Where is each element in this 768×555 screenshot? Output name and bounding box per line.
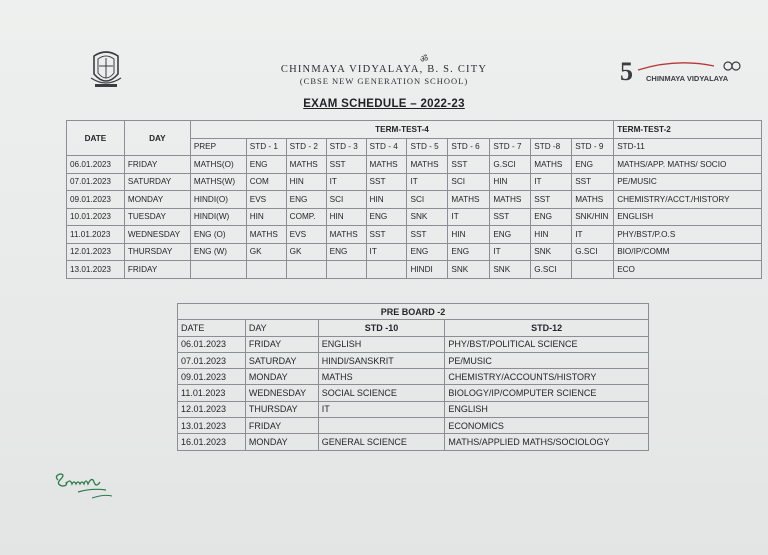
subject-cell: IT <box>531 173 572 191</box>
subject-cell: PE/MUSIC <box>614 173 762 191</box>
subject-cell: SNK <box>407 208 448 226</box>
date-cell: 06.01.2023 <box>67 156 125 174</box>
table-row <box>67 208 762 226</box>
subject-cell: SST <box>531 191 572 209</box>
om-symbol: ॐ <box>420 55 429 65</box>
table-row <box>67 191 762 209</box>
logo-text: CHINMAYA VIDYALAYA <box>646 74 729 83</box>
subject-cell: ENGLISH <box>614 208 762 226</box>
table-row <box>67 226 762 244</box>
subject-cell: MATHS <box>407 156 448 174</box>
table-row <box>67 243 762 261</box>
subject-cell: ENG <box>246 156 286 174</box>
sub-header-cell: STD - 6 <box>448 138 490 156</box>
subject-cell <box>366 261 407 279</box>
day-cell: MONDAY <box>124 191 190 209</box>
sub-header-cell: STD-11 <box>614 138 762 156</box>
day-cell: TUESDAY <box>124 208 190 226</box>
subject-cell: G.SCI <box>490 156 531 174</box>
subject-cell: HIN <box>286 173 326 191</box>
std12-cell: ECONOMICS <box>445 418 649 434</box>
std12-cell: CHEMISTRY/ACCOUNTS/HISTORY <box>445 369 649 385</box>
subject-cell: MATHS <box>448 191 490 209</box>
subject-cell: SNK <box>448 261 490 279</box>
day-cell: THURSDAY <box>124 243 190 261</box>
std10-cell: ENGLISH <box>318 336 445 352</box>
date-cell: 09.01.2023 <box>67 191 125 209</box>
std10-cell: GENERAL SCIENCE <box>318 434 445 450</box>
subject-cell: IT <box>407 173 448 191</box>
subject-cell: HIN <box>366 191 407 209</box>
table-row <box>178 385 649 401</box>
term-test-table <box>66 120 762 279</box>
subject-cell: ENG <box>572 156 614 174</box>
subject-cell: COM <box>246 173 286 191</box>
subject-cell: ENG <box>531 208 572 226</box>
term-test-4-header: TERM-TEST-4 <box>190 121 613 139</box>
subject-cell: HIN <box>326 208 366 226</box>
subject-cell: SNK/HIN <box>572 208 614 226</box>
subject-cell: SST <box>366 226 407 244</box>
subject-cell: MATHS(O) <box>190 156 246 174</box>
std10-cell: MATHS <box>318 369 445 385</box>
subject-cell: HIN <box>246 208 286 226</box>
subject-cell: IT <box>572 226 614 244</box>
sub-header-cell: STD -8 <box>531 138 572 156</box>
date-cell: 12.01.2023 <box>178 401 246 417</box>
subject-cell: MATHS/APP. MATHS/ SOCIO <box>614 156 762 174</box>
subject-cell: ENG <box>448 243 490 261</box>
subject-cell: COMP. <box>286 208 326 226</box>
school-subtitle: (CBSE NEW GENERATION SCHOOL) <box>299 76 469 86</box>
subject-cell: ENG <box>326 243 366 261</box>
subject-cell: IT <box>326 173 366 191</box>
sub-header-cell: STD - 4 <box>366 138 407 156</box>
date-cell: 06.01.2023 <box>178 336 246 352</box>
handwritten-signature <box>52 470 122 506</box>
date-cell: 07.01.2023 <box>178 352 246 368</box>
term-test-2-header: TERM-TEST-2 <box>614 121 762 139</box>
subject-cell: SST <box>490 208 531 226</box>
subject-cell <box>246 261 286 279</box>
subject-cell: HIN <box>490 173 531 191</box>
subject-cell: HIN <box>531 226 572 244</box>
subject-cell: SNK <box>531 243 572 261</box>
date-cell: 09.01.2023 <box>178 369 246 385</box>
subject-cell <box>286 261 326 279</box>
table-row <box>67 173 762 191</box>
subject-cell: SNK <box>490 261 531 279</box>
subject-cell: HIN <box>448 226 490 244</box>
anniversary-logo <box>616 56 746 86</box>
sub-header-cell: STD - 5 <box>407 138 448 156</box>
subject-cell: MATHS <box>246 226 286 244</box>
day-cell: WEDNESDAY <box>124 226 190 244</box>
sub-header-cell: PREP <box>190 138 246 156</box>
logo-number: 5 <box>620 57 633 86</box>
subject-cell <box>572 261 614 279</box>
subject-cell: MATHS <box>326 226 366 244</box>
table-row <box>178 369 649 385</box>
day-cell: FRIDAY <box>245 418 318 434</box>
table-row <box>178 434 649 450</box>
subject-cell: IT <box>448 208 490 226</box>
subject-cell: ENG (O) <box>190 226 246 244</box>
subject-cell: SCI <box>448 173 490 191</box>
subject-cell: MATHS <box>286 156 326 174</box>
day-cell: WEDNESDAY <box>245 385 318 401</box>
std12-cell: MATHS/APPLIED MATHS/SOCIOLOGY <box>445 434 649 450</box>
pb-day-header: DAY <box>245 320 318 336</box>
subject-cell: IT <box>366 243 407 261</box>
std12-cell: BIOLOGY/IP/COMPUTER SCIENCE <box>445 385 649 401</box>
date-cell: 11.01.2023 <box>67 226 125 244</box>
col-day-header: DAY <box>124 121 190 156</box>
date-cell: 16.01.2023 <box>178 434 246 450</box>
subject-cell: SST <box>407 226 448 244</box>
day-cell: MONDAY <box>245 369 318 385</box>
pb-std12-header: STD-12 <box>445 320 649 336</box>
subject-cell: SST <box>366 173 407 191</box>
subject-cell: G.SCI <box>572 243 614 261</box>
date-cell: 13.01.2023 <box>67 261 125 279</box>
subject-cell: SCI <box>326 191 366 209</box>
subject-cell: ENG (W) <box>190 243 246 261</box>
subject-cell: HINDI <box>407 261 448 279</box>
date-cell: 12.01.2023 <box>67 243 125 261</box>
subject-cell: IT <box>490 243 531 261</box>
subject-cell: MATHS <box>531 156 572 174</box>
subject-cell: SST <box>448 156 490 174</box>
date-cell: 07.01.2023 <box>67 173 125 191</box>
subject-cell: HINDI(O) <box>190 191 246 209</box>
date-cell: 10.01.2023 <box>67 208 125 226</box>
day-cell: SATURDAY <box>245 352 318 368</box>
subject-cell: PHY/BST/P.O.S <box>614 226 762 244</box>
subject-cell: GK <box>286 243 326 261</box>
subject-cell: ENG <box>490 226 531 244</box>
std10-cell: SOCIAL SCIENCE <box>318 385 445 401</box>
subject-cell: ENG <box>407 243 448 261</box>
subject-cell: SST <box>326 156 366 174</box>
subject-cell: MATHS <box>366 156 407 174</box>
std12-cell: ENGLISH <box>445 401 649 417</box>
sub-header-cell: STD - 2 <box>286 138 326 156</box>
subject-cell: ECO <box>614 261 762 279</box>
subject-cell <box>190 261 246 279</box>
subject-cell: CHEMISTRY/ACCT./HISTORY <box>614 191 762 209</box>
subject-cell: MATHS <box>572 191 614 209</box>
std10-cell <box>318 418 445 434</box>
table-row <box>178 418 649 434</box>
subject-cell: ENG <box>286 191 326 209</box>
day-cell: SATURDAY <box>124 173 190 191</box>
sub-header-cell: STD - 1 <box>246 138 286 156</box>
pre-board-table <box>177 303 649 451</box>
day-cell: MONDAY <box>245 434 318 450</box>
table-row <box>178 401 649 417</box>
date-cell: 13.01.2023 <box>178 418 246 434</box>
subject-cell: SST <box>572 173 614 191</box>
subject-cell: BIO/IP/COMM <box>614 243 762 261</box>
subject-cell: GK <box>246 243 286 261</box>
pre-board-title: PRE BOARD -2 <box>178 304 649 320</box>
table-row <box>67 156 762 174</box>
subject-cell: G.SCI <box>531 261 572 279</box>
pb-date-header: DATE <box>178 320 246 336</box>
subject-cell: EVS <box>246 191 286 209</box>
day-cell: FRIDAY <box>124 156 190 174</box>
table-row <box>67 261 762 279</box>
subject-cell: HINDI(W) <box>190 208 246 226</box>
table-row <box>178 336 649 352</box>
subject-cell: SCI <box>407 191 448 209</box>
subject-cell: MATHS(W) <box>190 173 246 191</box>
sub-header-cell: STD - 3 <box>326 138 366 156</box>
std10-cell: IT <box>318 401 445 417</box>
sub-header-cell: STD - 9 <box>572 138 614 156</box>
subject-cell: EVS <box>286 226 326 244</box>
std10-cell: HINDI/SANSKRIT <box>318 352 445 368</box>
std12-cell: PHY/BST/POLITICAL SCIENCE <box>445 336 649 352</box>
subject-cell: ENG <box>366 208 407 226</box>
col-date-header: DATE <box>67 121 125 156</box>
school-name: CHINMAYA VIDYALAYA, B. S. CITY <box>280 64 488 75</box>
document-title: EXAM SCHEDULE – 2022-23 <box>303 98 465 110</box>
day-cell: FRIDAY <box>124 261 190 279</box>
pb-std10-header: STD -10 <box>318 320 445 336</box>
subject-cell <box>326 261 366 279</box>
day-cell: FRIDAY <box>245 336 318 352</box>
subject-cell: MATHS <box>490 191 531 209</box>
table-row <box>178 352 649 368</box>
date-cell: 11.01.2023 <box>178 385 246 401</box>
day-cell: THURSDAY <box>245 401 318 417</box>
std12-cell: PE/MUSIC <box>445 352 649 368</box>
sub-header-cell: STD - 7 <box>490 138 531 156</box>
